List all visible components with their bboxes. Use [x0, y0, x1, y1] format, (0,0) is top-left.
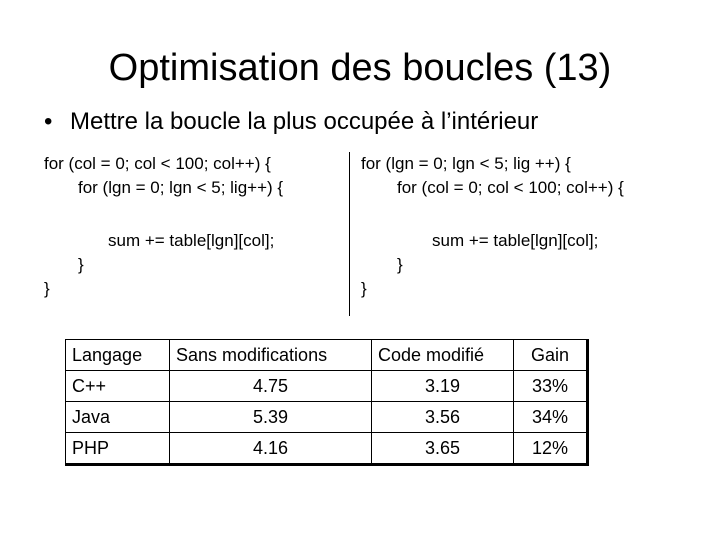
- header-sans-modifications: Sans modifications: [170, 340, 372, 371]
- code-right-line-3: sum += table[lgn][col];: [432, 231, 599, 250]
- header-gain: Gain: [514, 340, 588, 371]
- cell-code-modifie: 3.56: [372, 402, 514, 433]
- code-divider: [349, 152, 350, 316]
- bullet-dot-icon: •: [44, 108, 53, 135]
- code-right-line-2: for (col = 0; col < 100; col++) {: [397, 178, 624, 197]
- cell-sans-modifications: 4.16: [170, 433, 372, 465]
- header-code-modifie: Code modifié: [372, 340, 514, 371]
- cell-langage: Java: [66, 402, 170, 433]
- header-langage: Langage: [66, 340, 170, 371]
- cell-langage: PHP: [66, 433, 170, 465]
- cell-code-modifie: 3.19: [372, 371, 514, 402]
- bullet-item: [44, 106, 538, 138]
- table-row: [66, 433, 588, 465]
- code-right-line-1: for (lgn = 0; lgn < 5; lig ++) {: [361, 154, 571, 173]
- code-left-line-1: for (col = 0; col < 100; col++) {: [44, 154, 271, 173]
- slide-title: Optimisation des boucles (13): [108, 47, 612, 89]
- cell-gain: 34%: [514, 402, 588, 433]
- results-table: [65, 339, 589, 466]
- table-row: [66, 402, 588, 433]
- code-left-line-2: for (lgn = 0; lgn < 5; lig++) {: [78, 178, 284, 197]
- code-left-line-4: }: [78, 255, 84, 274]
- table-row: [66, 371, 588, 402]
- cell-gain: 33%: [514, 371, 588, 402]
- code-left-line-3: sum += table[lgn][col];: [108, 231, 275, 250]
- cell-gain: 12%: [514, 433, 588, 465]
- bullet-text: Mettre la boucle la plus occupée à l’intérieur: [70, 108, 539, 135]
- cell-sans-modifications: 5.39: [170, 402, 372, 433]
- table-header-row: [66, 340, 588, 371]
- code-left-line-5: }: [44, 279, 50, 298]
- cell-sans-modifications: 4.75: [170, 371, 372, 402]
- code-right-line-4: }: [397, 255, 403, 274]
- cell-code-modifie: 3.65: [372, 433, 514, 465]
- cell-langage: C++: [66, 371, 170, 402]
- code-right-line-5: }: [361, 279, 367, 298]
